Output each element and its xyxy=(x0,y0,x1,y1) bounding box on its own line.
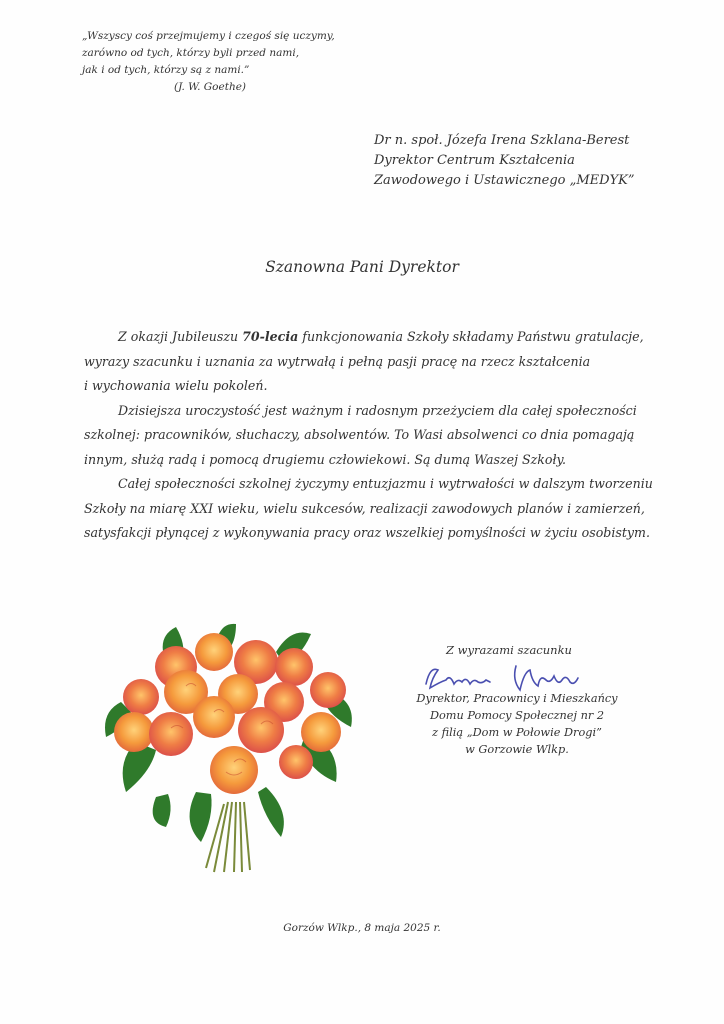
closing-phrase: Z wyrazami szacunku xyxy=(446,643,572,657)
bouquet-roses xyxy=(114,633,346,794)
recipient-title: Dyrektor Centrum Kształcenia xyxy=(374,153,575,168)
paragraph-1-line-1 xyxy=(84,325,654,350)
paragraph-1-line-3: i wychowania wielu pokoleń. xyxy=(84,378,268,393)
letter-body xyxy=(84,325,654,546)
quote-line-2: zarówno od tych, którzy byli przed nami, xyxy=(82,47,300,59)
sender-line-4: w Gorzowie Wlkp. xyxy=(465,743,569,756)
quote-author: (J. W. Goethe) xyxy=(174,81,247,93)
goethe-quote xyxy=(82,28,382,96)
quote-line-3: jak i od tych, którzy są z nami.” xyxy=(82,64,250,76)
paragraph-3-line-1: Całej społeczności szkolnej życzymy entuzjazmu i wytrwałości w dalszym tworzeniu xyxy=(118,476,653,491)
p1-text-before: Z okazji Jubileuszu xyxy=(118,329,243,344)
paragraph-2-line-3: innym, służą radą i pomocą drugiemu człowiekowi. Są dumą Waszej Szkoły. xyxy=(84,451,566,467)
paragraph-2-line-1: Dzisiejsza uroczystość jest ważnym i radosnym przeżyciem dla całej społeczności xyxy=(118,402,637,418)
paragraph-1-line-2: wyrazy szacunku i uznania za wytrwałą i pełną pasji pracę na rzecz kształcenia xyxy=(84,353,591,369)
paragraph-2-line-2: szkolnej: pracowników, słuchaczy, absolwentów. To Wasi absolwenci co dnia pomagają xyxy=(84,427,635,442)
quote-line-1: „Wszyscy coś przejmujemy i czegoś się uczymy, xyxy=(82,30,335,42)
letter-date: Gorzów Wlkp., 8 maja 2025 r. xyxy=(283,922,441,934)
sender-line-2: Domu Pomocy Społecznej nr 2 xyxy=(429,709,605,722)
recipient-block xyxy=(374,131,694,191)
salutation: Szanowna Pani Dyrektor xyxy=(265,258,459,276)
rose-bouquet-image xyxy=(96,622,372,874)
recipient-institution: Zawodowego i Ustawicznego „MEDYK” xyxy=(374,173,635,188)
bouquet-stems xyxy=(206,802,250,872)
paragraph-3-line-3: satysfakcji płynącej z wykonywania pracy oraz wszelkiej pomyślności w życiu osobistym. xyxy=(84,525,650,540)
sender-line-3: z filią „Dom w Połowie Drogi” xyxy=(432,726,602,739)
recipient-name: Dr n. społ. Józefa Irena Szklana-Berest xyxy=(374,133,630,148)
p1-text-after: funkcjonowania Szkoły składamy Państwu gratulacje, xyxy=(298,329,644,344)
sender-line-1: Dyrektor, Pracownicy i Mieszkańcy xyxy=(416,692,618,705)
anniversary-bold: 70-lecia xyxy=(242,329,299,344)
sender-block xyxy=(392,690,642,758)
paragraph-3-line-2: Szkoły na miarę XXI wieku, wielu sukcesów, realizacji zawodowych planów i zamierzeń, xyxy=(84,500,645,516)
